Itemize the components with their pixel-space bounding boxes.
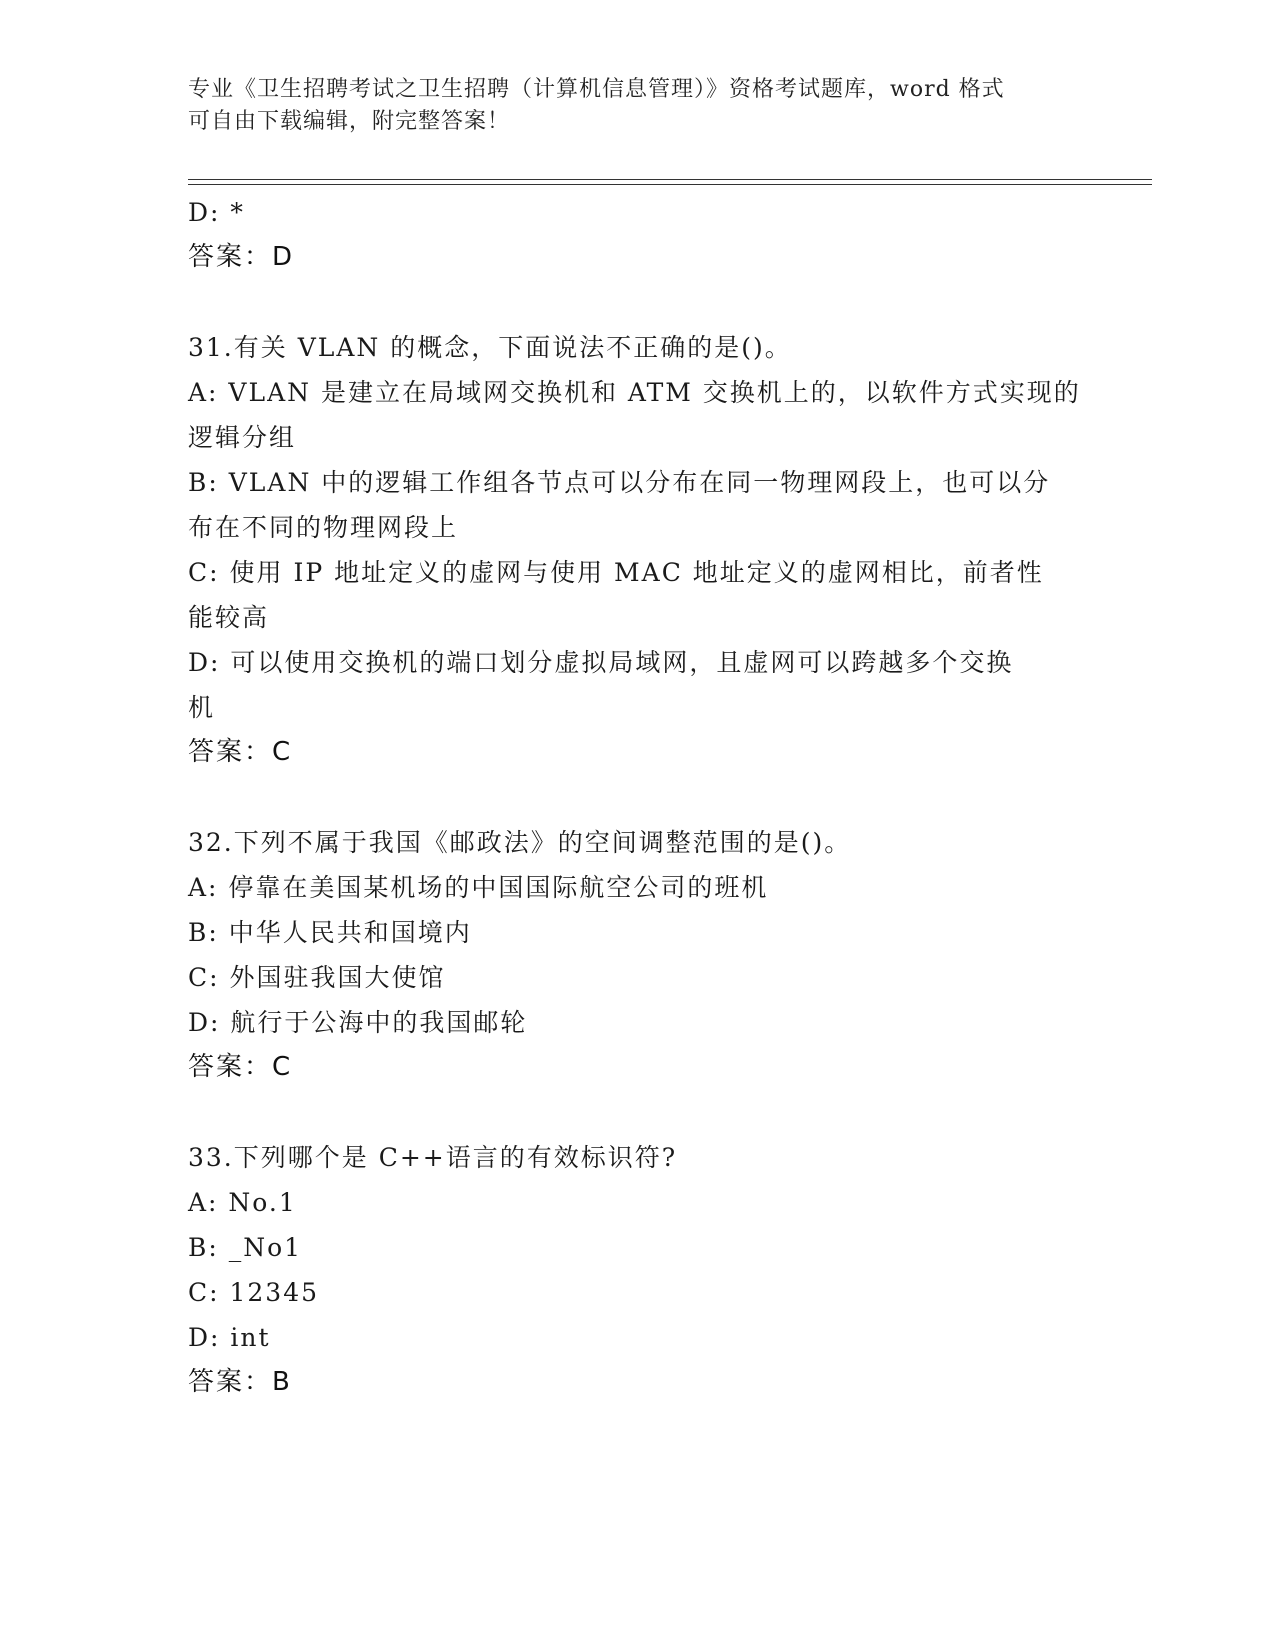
question-31: [188, 325, 1088, 775]
option-line: D: 可以使用交换机的端口划分虚拟局域网，且虚网可以跨越多个交换: [188, 648, 1014, 677]
question-stem: 33.下列哪个是 C++语言的有效标识符?: [188, 1143, 678, 1172]
option-line: C: 12345: [188, 1278, 320, 1307]
option-line: 布在不同的物理网段上: [188, 513, 459, 542]
spacer: [188, 1090, 1088, 1135]
spacer: [188, 775, 1088, 820]
document-header: [188, 74, 1068, 138]
question-32: [188, 820, 1088, 1090]
prev-option-d: D: *: [188, 198, 245, 227]
option-line: A: VLAN 是建立在局域网交换机和 ATM 交换机上的，以软件方式实现的: [188, 378, 1081, 407]
question-list: [188, 190, 1088, 1405]
header-divider-bottom: [188, 184, 1152, 185]
prev-answer: 答案：D: [188, 242, 295, 272]
option-line: A: 停靠在美国某机场的中国国际航空公司的班机: [188, 873, 769, 902]
option-line: B: _No1: [188, 1233, 303, 1262]
question-stem: 31.有关 VLAN 的概念，下面说法不正确的是()。: [188, 333, 792, 362]
option-line: D: 航行于公海中的我国邮轮: [188, 1008, 528, 1037]
option-line: C: 外国驻我国大使馆: [188, 963, 446, 992]
option-line: 能较高: [188, 603, 270, 632]
header-line-2: 可自由下载编辑，附完整答案！: [188, 109, 511, 134]
option-line: 逻辑分组: [188, 423, 297, 452]
header-line-1: 专业《卫生招聘考试之卫生招聘（计算机信息管理）》资格考试题库，word 格式: [188, 77, 1005, 102]
answer-line: 答案：B: [188, 1367, 292, 1397]
spacer: [188, 280, 1088, 325]
header-divider-top: [188, 179, 1152, 180]
option-line: B: 中华人民共和国境内: [188, 918, 472, 947]
option-line: D: int: [188, 1323, 271, 1352]
answer-line: 答案：C: [188, 1052, 293, 1082]
question-stem: 32.下列不属于我国《邮政法》的空间调整范围的是()。: [188, 828, 852, 857]
answer-line: 答案：C: [188, 737, 293, 767]
option-line: A: No.1: [188, 1188, 297, 1217]
question-33: [188, 1135, 1088, 1405]
option-line: 机: [188, 693, 216, 722]
option-line: B: VLAN 中的逻辑工作组各节点可以分布在同一物理网段上，也可以分: [188, 468, 1051, 497]
option-line: C: 使用 IP 地址定义的虚网与使用 MAC 地址定义的虚网相比，前者性: [188, 558, 1044, 587]
